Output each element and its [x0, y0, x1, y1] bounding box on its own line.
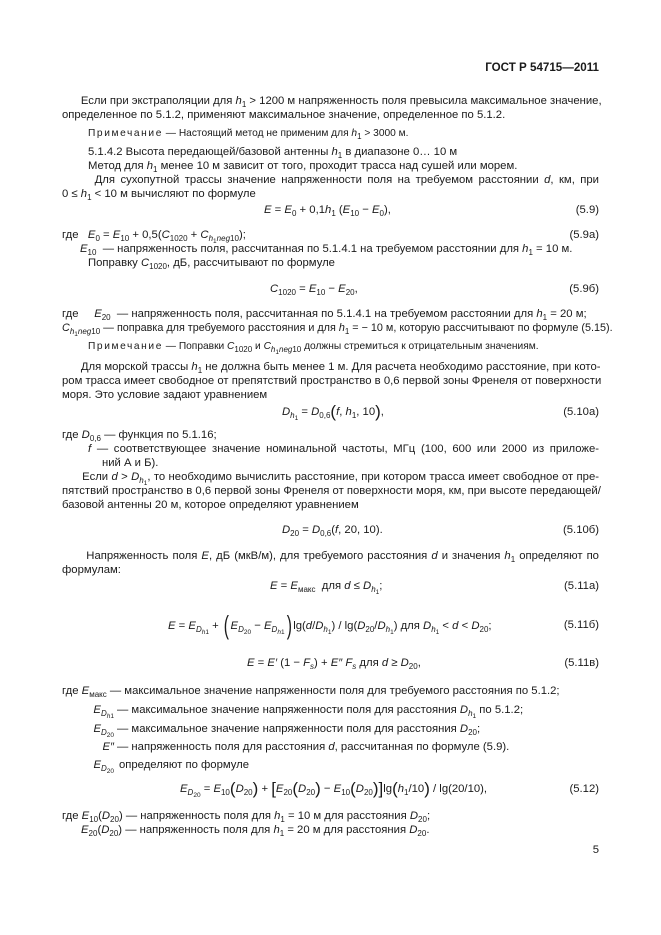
equation-number: (5.11б) — [563, 619, 599, 631]
equation-number: (5.9) — [575, 204, 599, 216]
section-heading: 5.1.4.2 Высота передающей/базовой антенны $h_1$ в диапазоне 0… 10 м — [88, 146, 458, 160]
definition-e10: $E_{10}$ — напряженность поля, рассчитанная по 5.1.4.1 на требуемом расстоянии для $h_1 = 10$ м. — [80, 243, 573, 257]
paragraph-line: формулам: — [62, 564, 121, 576]
paragraph-line: определенное по 5.1.2, применяют максимальное значение, определенное по 5.1.2. — [62, 109, 506, 121]
definition-ed20: — максимальное значение напряженности поля для расстояния $D_{20}$; — [117, 723, 481, 737]
paragraph-line: моря. Это условие задают уравнением — [62, 389, 268, 401]
paragraph-line: $0 \le h_1 < 10$ м вычисляют по формуле — [62, 188, 256, 202]
formula-5-11a: $E = E_{макс}$ для $d \le D_{h_1}$; — [270, 580, 383, 596]
paragraph-line: Поправку $C_{1020}$, дБ, рассчитывают по формуле — [88, 257, 335, 271]
definition-edh1: — максимальное значение напряженности поля для расстояния $D_{h_1}$ по 5.1.2; — [117, 704, 524, 720]
note: Примечание — Поправки $C_{1020}$ и $C_{h_1neg10}$ должны стремиться к отрицательным значениям. — [88, 341, 539, 356]
symbol-ed20: $E_{D_{20}}$ — [93, 759, 114, 775]
formula-5-11b: $E = E_{D_{h1}}$ + ( $E_{D_{20}} - E_{D_{h1}}$) $\lg(d/D_{h_1}) / \lg(D_{20}/D_{h_1})$ для $D_{h_1} < d < D_{20}$; — [168, 610, 492, 640]
equation-number: (5.9б) — [569, 283, 599, 295]
definition-d06: где $D_{0,6}$ — функция по 5.1.16; — [62, 429, 217, 443]
definition-f: ний А и Б). — [102, 457, 159, 469]
paragraph-line: Если $d > D_{h_1}$, то необходимо вычислить расстояние, при котором трасса имеет свободное от пре- — [62, 471, 599, 487]
equation-number: (5.11а) — [564, 580, 599, 592]
equation-number: (5.12) — [569, 783, 599, 795]
definition-ed20-def: определяют по формуле — [119, 759, 250, 771]
paragraph-line: Напряженность поля E, дБ (мкВ/м), для требуемого расстояния d и значения $h_1$ определяют по — [62, 550, 599, 564]
definition-f: f — соответствующее значение номинальной частоты, МГц (100, 600 или 2000 из приложе- — [88, 443, 599, 455]
paragraph-line: Метод для $h_1$ менее 10 м зависит от того, проходит трасса над сушей или морем. — [88, 160, 518, 174]
definition-edd: — напряженность поля для расстояния d, рассчитанная по формуле (5.9). — [117, 741, 510, 753]
formula-5-9b: $C_{1020} = E_{10} - E_{20}$, — [270, 283, 358, 297]
paragraph-line: Для сухопутной трассы значение напряженности поля на требуемом расстоянии d, км, при — [62, 174, 599, 186]
paragraph-line: пятствий пространство в 0,6 первой зоны Френеля от поверхности моря, км, при высоте передающей/ — [62, 485, 601, 497]
definition-e10d20: где $E_{10}(D_{20})$ — напряженность поля для $h_1 = 10$ м для расстояния $D_{20}$; — [62, 810, 431, 824]
definition-e20d20: $E_{20}(D_{20})$ — напряженность поля для $h_1 = 20$ м для расстояния $D_{20}$. — [81, 824, 430, 838]
note: Примечание — Настоящий метод не применим для $h_1 > 3000$ м. — [88, 128, 409, 141]
formula-5-9a: где $E_0 = E_{10} + 0,5(C_{1020} + C_{h_1neg10})$; — [62, 229, 246, 245]
symbol-edd: E″ — [102, 741, 114, 753]
equation-number: (5.10б) — [563, 524, 599, 536]
paragraph-line: Для морской трассы $h_1$ не должна быть менее 1 м. Для расчета необходимо расстояние, при кото- — [62, 361, 601, 375]
formula-5-9: $E = E_0 + 0,1h_1$ $(E_{10} - E_0)$, — [264, 204, 391, 218]
paragraph-line: базовой антенны 20 м, которое определяют уравнением — [62, 499, 359, 511]
definition-e20: где $E_{20}$ — напряженность поля, рассчитанная по 5.1.4.1 на требуемом расстоянии для $h_1 = 20$ м; — [62, 308, 587, 322]
document-header: ГОСТ Р 54715—2011 — [485, 61, 599, 74]
definition-ch1neg10: $C_{h_1neg10}$ — поправка для требуемого расстояния и для $h_1$ = − 10 м, которую рассчитывают по формуле (5.15). — [62, 322, 613, 338]
page-number: 5 — [592, 844, 599, 856]
paragraph-line: Если при экстраполяции для $h_1 > 1200$ м напряженность поля превысила максимальное значение, — [62, 95, 602, 109]
formula-5-10a: $D_{h_1} = D_{0,6}(f$, $h_1$, 10), — [282, 402, 384, 422]
symbol-ed20: $E_{D_{20}}$ — [93, 723, 114, 739]
symbol-edh1: $E_{D_{h1}}$ — [93, 704, 114, 720]
definition-emax: где $E_{макс}$ — максимальное значение напряженности поля для требуемого расстояния по 5.1.2; — [62, 685, 560, 699]
paragraph-line: ром трасса имеет свободное от препятствий пространство в 0,6 первой зоны Френеля от поверхности — [62, 375, 602, 387]
formula-5-11v: E = E′ $(1 - F_s) + E''$ $F_s$ для $d \ge D_{20}$, — [247, 657, 421, 671]
equation-number: (5.9а) — [569, 229, 599, 241]
equation-number: (5.10а) — [563, 406, 599, 418]
formula-5-10b: $D_{20} = D_{0,6}(f$, 20, 10). — [282, 524, 383, 538]
formula-5-12: $E_{D_{20}} = E_{10}(D_{20}) + [E_{20}(D_{20}) - E_{10}(D_{20})]\lg(h_1/10) / \lg(20/10)$, — [180, 779, 488, 799]
equation-number: (5.11в) — [564, 657, 599, 669]
